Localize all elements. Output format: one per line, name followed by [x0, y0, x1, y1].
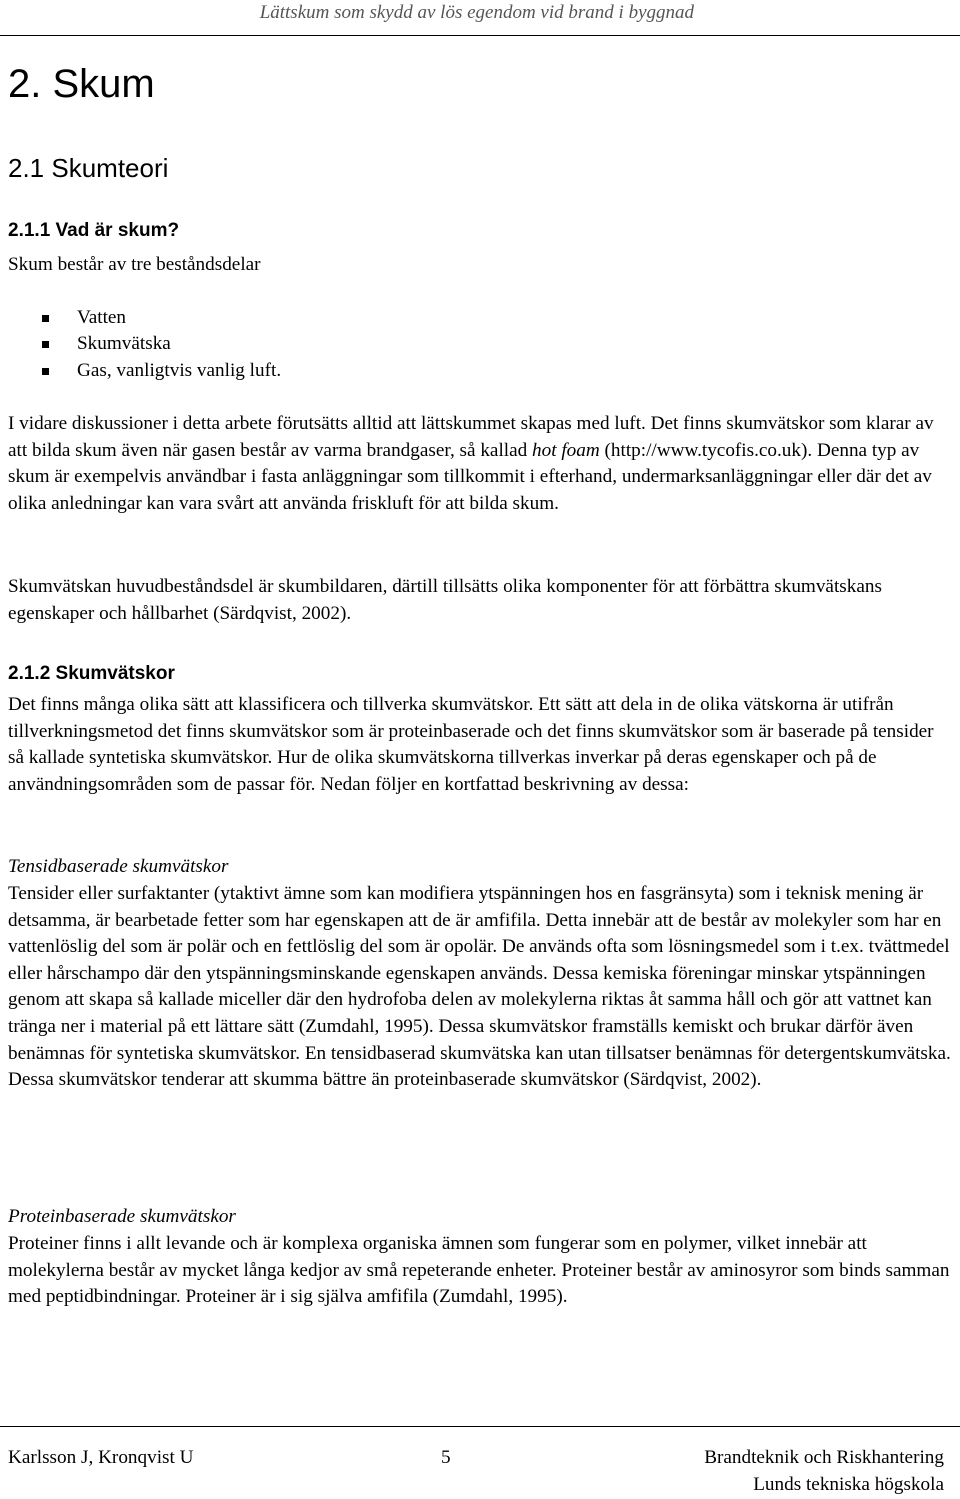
square-bullet-icon: [42, 341, 49, 348]
footer-university: Lunds tekniska högskola: [753, 1474, 944, 1495]
running-header: Lättskum som skydd av lös egendom vid brand i byggnad: [259, 2, 694, 23]
paragraph-protein: Proteiner finns i allt levande och är komplexa organiska ämnen som fungerar som en polymer, vilket innebär att molekylerna består av mycket långa kedjor av små repeterande enheter. Proteiner består av aminosyror som binds samman med peptidbindningar. Proteiner är i sig själva amfifila (Zumdahl, 1995).: [8, 1233, 950, 1308]
paragraph-tensid: Tensider eller surfaktanter (ytaktivt ämne som kan modifiera ytspänningen hos en fasgränsyta) som i teknisk mening är detsamma, är bearbetade fetter som har egenskapen att de är amfifila. Detta innebär att de består av molekyler som har en vattenlöslig del som är polär och en fettlöslig del som är opolär. De används ofta som lösningsmedel som i t.ex. tvättmedel eller hårschampo där den ytspänningsminskande egenskapen används. Dessa kemiska föreningar minskar ytspänningen genom att skapa så kallade miceller där den hydrofoba delen av molekylerna riktas åt samma håll och gör att vattnet kan tränga ner i material på ett lättare sätt (Zumdahl, 1995). Dessa skumvätskor framställs kemiskt och brukar därför även benämnas för syntetiska skumvätskor. En tensidbaserad skumvätska kan utan tillsatser benämnas för detergentskumvätska. Dessa skumvätskor tenderar att skumma bättre än proteinbaserade skumvätskor (Särdqvist, 2002).: [8, 883, 951, 1091]
intro-text: Skum består av tre beståndsdelar: [8, 254, 261, 275]
footer-rule: [0, 1426, 960, 1427]
list-item: Skumvätska: [0, 331, 281, 357]
paragraph-skumbildare: Skumvätskan huvudbeståndsdel är skumbildaren, därtill tillsätts olika komponenter för att förbättra skumvätskans egenskaper och hållbarhet (Särdqvist, 2002).: [8, 576, 882, 624]
subsection-title-2: 2.1.2 Skumvätskor: [8, 663, 175, 684]
subsection-title-1: 2.1.1 Vad är skum?: [8, 220, 180, 241]
tensid-heading: Tensidbaserade skumvätskor: [8, 856, 229, 877]
header-rule: [0, 35, 960, 36]
component-list: [0, 305, 281, 384]
square-bullet-icon: [42, 315, 49, 322]
protein-heading: Proteinbaserade skumvätskor: [8, 1206, 236, 1227]
chapter-title: 2. Skum: [8, 62, 155, 106]
paragraph-hot-foam: I vidare diskussioner i detta arbete förutsätts alltid att lättskummet skapas med luft. Det finns skumvätskor som klarar av att bilda skum även när gasen består av varma brandgaser, så kallad hot foam (http://www.tycofis.co.uk). Denna typ av skum är exempelvis användbar i fasta anläggningar som tillkommit i efterhand, undermarksanläggningar eller där det av olika anledningar kan vara svårt att använda friskluft för att bilda skum.: [8, 413, 934, 514]
list-item: Vatten: [0, 305, 281, 331]
footer-department: Brandteknik och Riskhantering: [704, 1447, 944, 1468]
square-bullet-icon: [42, 368, 49, 375]
page-number: 5: [441, 1447, 451, 1468]
section-title: 2.1 Skumteori: [8, 153, 169, 183]
footer-authors: Karlsson J, Kronqvist U: [8, 1447, 194, 1468]
paragraph-classification: Det finns många olika sätt att klassificera och tillverka skumvätskor. Ett sätt att dela in de olika vätskorna är utifrån tillverkningsmetod det finns skumvätskor som är proteinbaserade och det finns skumvätskor som är baserade på tensider så kallade syntetiska skumvätskor. Hur de olika skumvätskorna tillverkas inverkar på deras egenskaper och på de användningsområden som de passar för. Nedan följer en kortfattad beskrivning av dessa:: [8, 694, 934, 795]
list-item: Gas, vanligtvis vanlig luft.: [0, 358, 281, 384]
